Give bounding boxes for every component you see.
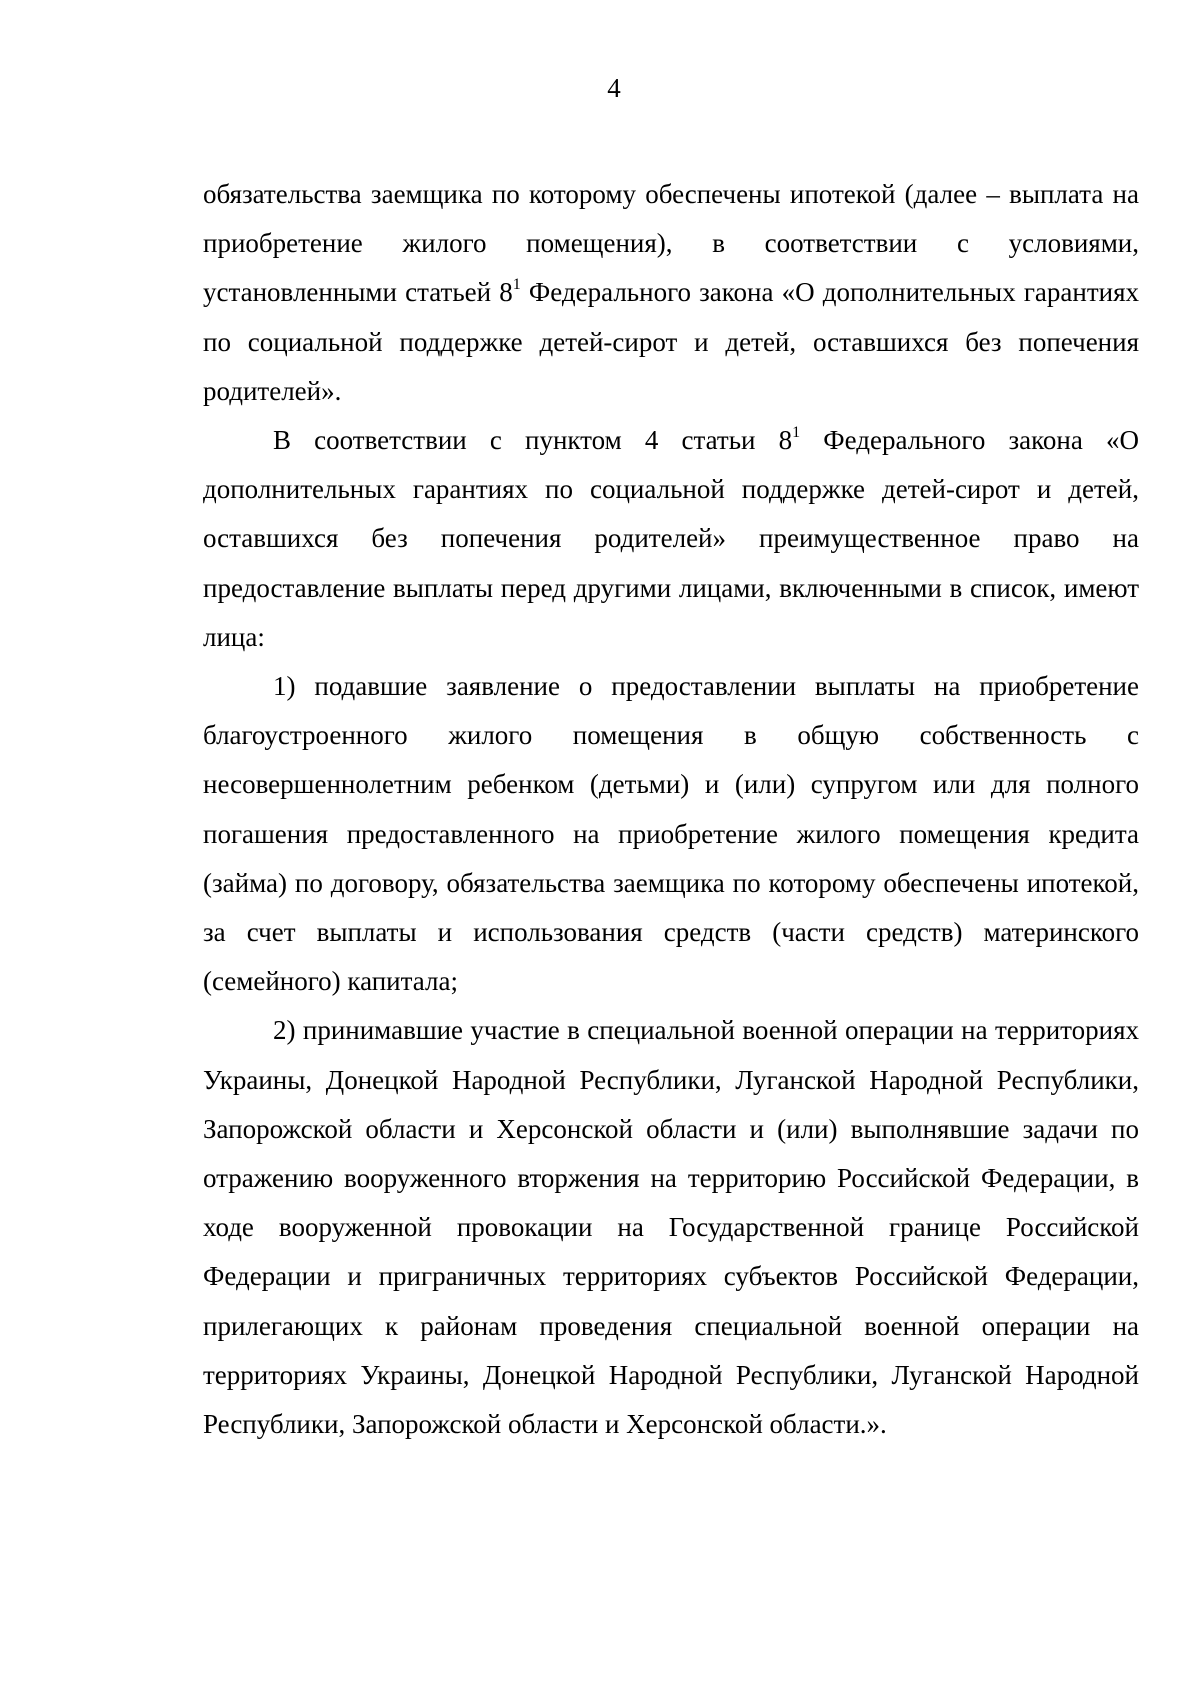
paragraph-3 <box>203 662 1139 1006</box>
paragraph-1 <box>203 170 1139 416</box>
paragraph-text: Федерального закона «О дополнительных гарантиях по социальной поддержке детей-сирот и детей, оставшихся без попечения родителей» преимущественное право на предоставление выплаты перед другими лицами, включенными в список, имеют лица: <box>203 425 1139 652</box>
superscript: 1 <box>512 276 521 294</box>
paragraph-text: 1) подавшие заявление о предоставлении выплаты на приобретение благоустроенного жилого помещения в общую собственность с несовершеннолетним ребенком (детьми) и (или) супругом или для полного погашения предоставленного на приобретение жилого помещения кредита (займа) по договору, обязательства заемщика по которому обеспечены ипотекой, за счет выплаты и использования средств (части средств) материнского (семейного) капитала; <box>203 671 1139 997</box>
paragraph-text: 2) принимавшие участие в специальной военной операции на территориях Украины, Донецкой Народной Республики, Луганской Народной Республики, Запорожской области и Херсонской области и (или) выполнявшие задачи по отражению вооруженного вторжения на территорию Российской Федерации, в ходе вооруженной провокации на Государственной границе Российской Федерации и приграничных территориях субъектов Российской Федерации, прилегающих к районам проведения специальной военной операции на территориях Украины, Донецкой Народной Республики, Луганской Народной Республики, Запорожской области и Херсонской области.». <box>203 1015 1139 1440</box>
superscript: 1 <box>792 424 801 442</box>
page-number: 4 <box>607 73 621 103</box>
paragraph-2 <box>203 416 1139 662</box>
paragraph-text: обязательства заемщика по которому обеспечены ипотекой (далее – выплата на приобретение жилого помещения), в соответствии с условиями, установленными статьей 8 <box>203 179 1139 308</box>
document-body <box>203 170 1139 1449</box>
paragraph-text: В соответствии с пунктом 4 статьи 8 <box>273 425 793 456</box>
paragraph-4 <box>203 1006 1139 1449</box>
paragraph-text: Федерального закона «О дополнительных гарантиях по социальной поддержке детей-сирот и детей, оставшихся без попечения родителей». <box>203 277 1140 406</box>
